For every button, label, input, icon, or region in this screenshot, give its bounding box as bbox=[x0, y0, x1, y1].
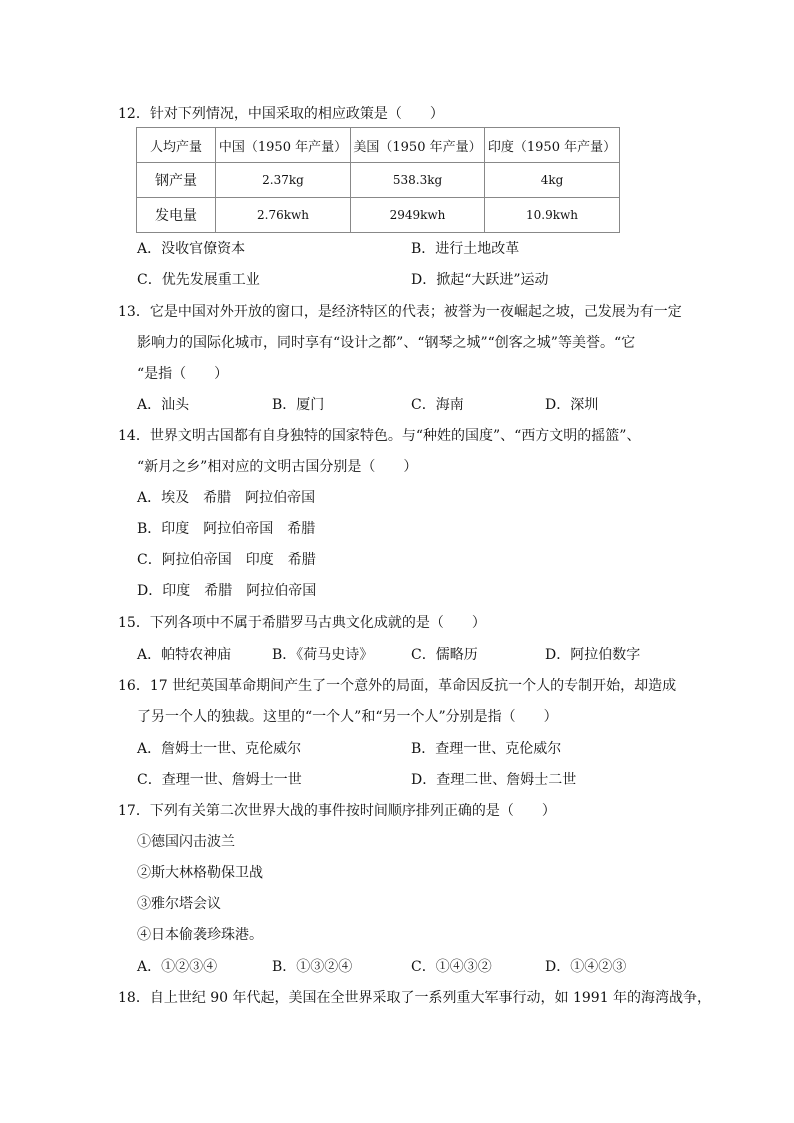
table-header-row bbox=[137, 128, 620, 163]
table-cell: 10.9kwh bbox=[485, 198, 620, 233]
q12-stem: 12．针对下列情况，中国采取的相应政策是（ ） bbox=[118, 106, 444, 122]
q16-option-b: B．查理一世、克伦威尔 bbox=[411, 741, 562, 757]
table-cell: 发电量 bbox=[137, 198, 216, 233]
q13-option-c: C．海南 bbox=[411, 397, 464, 413]
q17-event-2: ②斯大林格勒保卫战 bbox=[137, 865, 263, 881]
q16-option-d: D．查理二世、詹姆士二世 bbox=[411, 772, 577, 788]
q14-option-d: D．印度 希腊 阿拉伯帝国 bbox=[137, 583, 317, 599]
q13-option-a: A．汕头 bbox=[137, 397, 190, 413]
q13-line-1: 13．它是中国对外开放的窗口，是经济特区的代表；被誉为一夜崛起之坡，己发展为有一定 bbox=[118, 304, 682, 320]
table-row bbox=[137, 198, 620, 233]
q13-option-d: D．深圳 bbox=[545, 397, 599, 413]
q16-option-a: A．詹姆士一世、克伦威尔 bbox=[137, 741, 302, 757]
q15-stem: 15．下列各项中不属于希腊罗马古典文化成就的是（ ） bbox=[118, 615, 486, 631]
table-cell: 2.37kg bbox=[216, 163, 351, 198]
q15-option-b: B．《荷马史诗》 bbox=[272, 647, 374, 663]
q16-line-2: 了另一个人的独裁。这里的“一个人”和“另一个人”分别是指（ ） bbox=[137, 709, 558, 725]
q12-option-c: C．优先发展重工业 bbox=[137, 272, 260, 288]
q15-option-c: C．儒略历 bbox=[411, 647, 478, 663]
q13-line-2: 影响力的国际化城市，同时享有“设计之都”、“钢琴之城”“创客之城”等美誉。“它 bbox=[137, 335, 636, 351]
q17-event-1: ①德国闪击波兰 bbox=[137, 834, 235, 850]
table-cell: 2949kwh bbox=[351, 198, 485, 233]
q17-event-4: ④日本偷袭珍珠港。 bbox=[137, 927, 263, 943]
q17-option-d: D．①④②③ bbox=[545, 959, 627, 975]
table-cell: 钢产量 bbox=[137, 163, 216, 198]
q12-option-b: B．进行土地改革 bbox=[411, 241, 520, 257]
table-header-cell: 印度（1950 年产量） bbox=[485, 128, 620, 163]
q14-option-b: B．印度 阿拉伯帝国 希腊 bbox=[137, 521, 316, 537]
q17-event-3: ③雅尔塔会议 bbox=[137, 896, 221, 912]
table-header-cell: 中国（1950 年产量） bbox=[216, 128, 351, 163]
table-header-cell: 人均产量 bbox=[137, 128, 216, 163]
q15-option-d: D．阿拉伯数字 bbox=[545, 647, 641, 663]
q17-option-b: B．①③②④ bbox=[272, 959, 353, 975]
table-row bbox=[137, 163, 620, 198]
q13-option-b: B．厦门 bbox=[272, 397, 325, 413]
q16-line-1: 16．17 世纪英国革命期间产生了一个意外的局面，革命因反抗一个人的专制开始，却造成 bbox=[118, 678, 677, 694]
q15-option-a: A．帕特农神庙 bbox=[137, 647, 232, 663]
table-cell: 538.3kg bbox=[351, 163, 485, 198]
q13-line-3: “是指（ ） bbox=[137, 366, 229, 382]
q18-stem: 18．自上世纪 90 年代起，美国在全世界采取了一系列重大军事行动，如 1991 年的海湾战争， bbox=[118, 990, 712, 1006]
q14-option-a: A．埃及 希腊 阿拉伯帝国 bbox=[137, 490, 316, 506]
q12-option-a: A．没收官僚资本 bbox=[137, 241, 246, 257]
table-cell: 2.76kwh bbox=[216, 198, 351, 233]
table-cell: 4kg bbox=[485, 163, 620, 198]
q17-option-c: C．①④③② bbox=[411, 959, 492, 975]
q12-production-table bbox=[136, 127, 620, 233]
q17-stem: 17．下列有关第二次世界大战的事件按时间顺序排列正确的是（ ） bbox=[118, 803, 556, 819]
q14-line-2: “新月之乡”相对应的文明古国分别是（ ） bbox=[137, 459, 418, 475]
q17-option-a: A．①②③④ bbox=[137, 959, 218, 975]
q14-option-c: C．阿拉伯帝国 印度 希腊 bbox=[137, 552, 316, 568]
q14-line-1: 14．世界文明古国都有自身独特的国家特色。与“种姓的国度”、“西方文明的摇篮”、 bbox=[118, 428, 641, 444]
q16-option-c: C．查理一世、詹姆士一世 bbox=[137, 772, 302, 788]
table-header-cell: 美国（1950 年产量） bbox=[351, 128, 485, 163]
q12-option-d: D．掀起“大跃进”运动 bbox=[411, 272, 549, 288]
